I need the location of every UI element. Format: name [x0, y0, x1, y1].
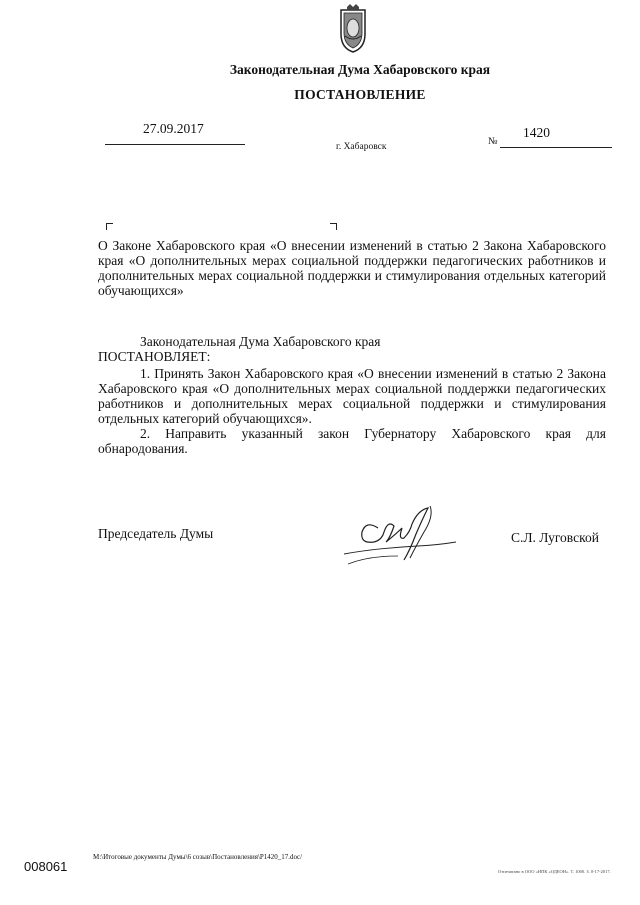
document-number: 1420 — [523, 125, 550, 140]
preamble: Законодательная Дума Хабаровского края — [140, 334, 381, 349]
coat-of-arms-emblem — [335, 4, 371, 56]
resolves-heading: ПОСТАНОВЛЯЕТ: — [98, 349, 211, 364]
resolution-item: 2. Направить указанный закон Губернатору Хабаровского края для обнародования. — [98, 426, 606, 456]
title-corner-right — [330, 223, 337, 230]
organization-name: Законодательная Дума Хабаровского края — [229, 62, 491, 77]
resolution-item: 1. Принять Закон Хабаровского края «О внесении изменений в статью 2 Закона Хабаровского края «О дополнительных мерах социальной поддержки педагогических работников и дополнительных мерах социальной поддержки и стимулирования отдельных категорий обучающихся». — [98, 366, 606, 426]
handwritten-signature — [338, 498, 468, 578]
title-corner-left — [106, 223, 113, 230]
document-title: О Законе Хабаровского края «О внесении изменений в статью 2 Закона Хабаровского края «О дополнительных мерах социальной поддержки педагогических работников и дополнительных мерах социальной поддержки и стимулирования отдельных категорий обучающихся» — [98, 238, 606, 298]
document-date: 27.09.2017 — [143, 121, 204, 136]
print-note: Отпечатано в ООО «НПК «ОДЕОН». Т. 1000. З. 0-17-2017. — [498, 869, 611, 874]
resolution-items — [98, 366, 606, 456]
document-code: 008061 — [24, 859, 68, 874]
number-underline — [500, 147, 612, 148]
file-path: М:\Итоговые документы Думы\6 созыв\Постановления\Р1420_17.doc/ — [93, 853, 303, 861]
date-underline — [105, 144, 245, 145]
signer-name: С.Л. Луговской — [511, 530, 599, 545]
document-city: г. Хабаровск — [336, 142, 387, 152]
number-sign: № — [488, 136, 498, 147]
signer-position: Председатель Думы — [98, 526, 214, 541]
document-type: ПОСТАНОВЛЕНИЕ — [294, 87, 426, 102]
